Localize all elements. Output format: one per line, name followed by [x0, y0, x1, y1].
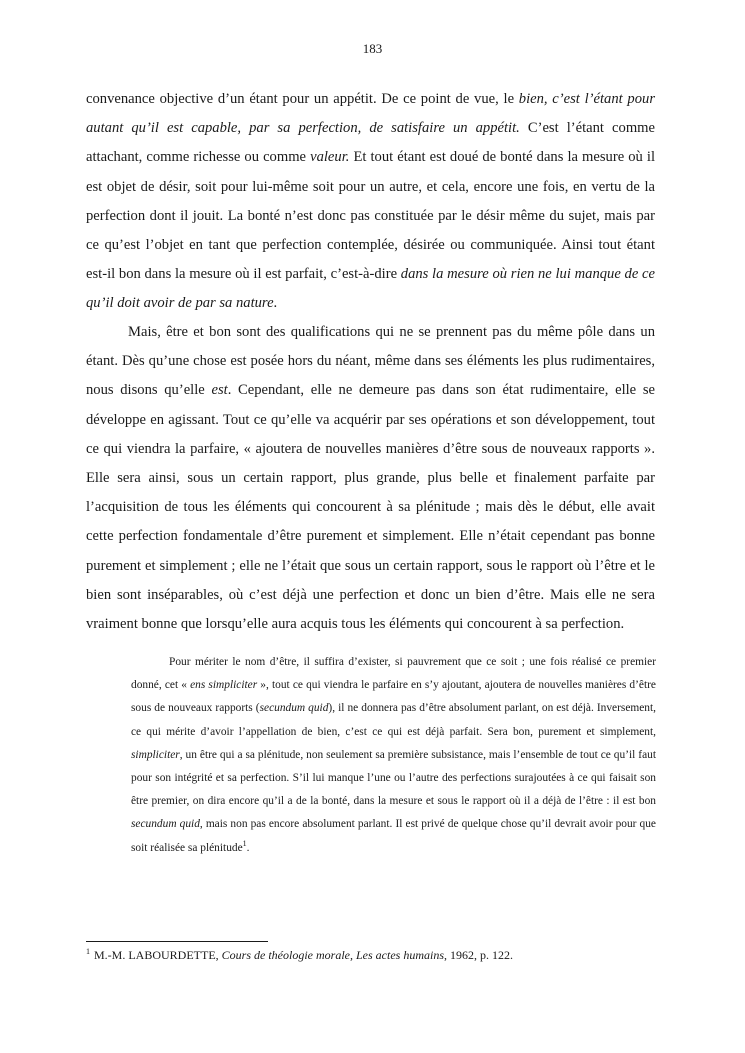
footnote-separator — [86, 941, 268, 942]
p2-text-2: . Cependant, elle ne demeure pas dans son état rudimentaire, elle se développe en agissant. Tout ce qu’elle va acquérir par ses opérations et son développement, tout ce qui viendra la parfaire, « ajoutera de nouvelles manières d’être sous de nouveaux rapports ». Elle sera ainsi, sous un certain rapport, plus grande, plus belle et finalement parfaite par l’acquisition de tous les éléments qui concourent à sa plénitude ; mais dès le début, elle avait cette perfection fondamentale d’être purement et simplement. Elle n’était cependant pas bonne purement et simplement ; elle ne l’était que sous un certain rapport, sous le rapport où l’être et le bien sont inséparables, où c’est déjà une perfection et donc un bien d’être. Mais elle ne sera vraiment bonne que lorsqu’elle aura acquis tous les éléments qui concourent à sa perfection. — [86, 382, 655, 633]
footnote — [86, 947, 655, 963]
footnote-marker: 1 — [86, 947, 90, 956]
quote-text-4: , un être qui a sa plénitude, non seulement sa première subsistance, mais l’ensemble de tout ce qu’il faut pour son intégrité et sa perfection. S’il lui manque l’une ou l’autre des perfections surajoutées à ce qui faisait son être premier, on dira encore qu’il a de la bonté, dans la mesure et sous le rapport où il a déjà de l’être : il est bon — [131, 748, 656, 808]
p1-italic-1: bien, c’est l’étant pour autant qu’il est capable, par sa perfection, de satisfaire un appétit. — [86, 91, 656, 137]
p1-text-4: . — [273, 295, 278, 312]
paragraph-2 — [86, 318, 655, 639]
p2-text-1: Mais, être et bon sont des qualifications qui ne se prennent pas du même pôle dans un étant. Dès qu’une chose est posée hors du néant, même dans ses éléments les plus rudimentaires, nous disons qu’elle — [86, 324, 655, 399]
p1-italic-2: valeur. — [310, 149, 350, 166]
quote-italic-3: simpliciter — [131, 748, 180, 761]
quote-italic-2: secundum quid — [259, 702, 329, 715]
footnote-rest: , 1962, p. 122. — [444, 948, 513, 962]
quote-text-3: ), il ne donnera pas d’être absolument parlant, on est déjà. Inversement, ce qui mérite d’avoir l’appellation de bien, c’est ce qui est déjà parfait. Sera bon, purement et simplement, — [131, 702, 656, 738]
page-number: 183 — [362, 41, 383, 56]
quote-italic-4: secundum quid — [131, 818, 200, 831]
p1-text-2: C’est l’étant comme attachant, comme richesse ou comme — [86, 120, 655, 166]
block-quote — [131, 651, 656, 860]
p2-italic-1: est — [211, 382, 228, 399]
p1-text-1: convenance objective d’un étant pour un appétit. De ce point de vue, le — [86, 91, 519, 107]
footnote-reference[interactable]: 1 — [242, 838, 247, 848]
quote-text-6: . — [246, 841, 250, 854]
p1-text-3: Et tout étant est doué de bonté dans la mesure où il est objet de désir, soit pour lui-même soit pour un autre, et cela, encore une fois, en vertu de la perfection dont il jouit. La bonté n’est donc pas constituée par le désir même du sujet, mais par ce qu’est l’objet en tant que perfection contemplée, désirée ou communiquée. Ainsi tout étant est-il bon dans la mesure où il est parfait, c’est-à-dire — [86, 149, 655, 283]
footnote-title: Cours de théologie morale, Les actes humains — [221, 948, 444, 962]
quote-italic-1: ens simpliciter — [190, 679, 258, 692]
quote-text-1: Pour mériter le nom d’être, il suffira d’exister, si pauvrement que ce soit ; une fois réalisé ce premier donné, cet « — [131, 656, 656, 692]
quote-text-2: », tout ce qui viendra le parfaire en s’y ajoutant, ajoutera de nouvelles manières d’être sous de nouveaux rapports ( — [131, 679, 656, 715]
footnote-author: M.-M. LABOURDETTE, — [94, 948, 222, 962]
paragraph-1 — [86, 85, 655, 319]
quote-text-5: , mais non pas encore absolument parlant. Il est privé de quelque chose qu’il devrait avoir pour que soit réalisée sa plénitude — [131, 818, 656, 854]
p1-italic-3: dans la mesure où rien ne lui manque de ce qu’il doit avoir de par sa nature — [86, 266, 655, 312]
